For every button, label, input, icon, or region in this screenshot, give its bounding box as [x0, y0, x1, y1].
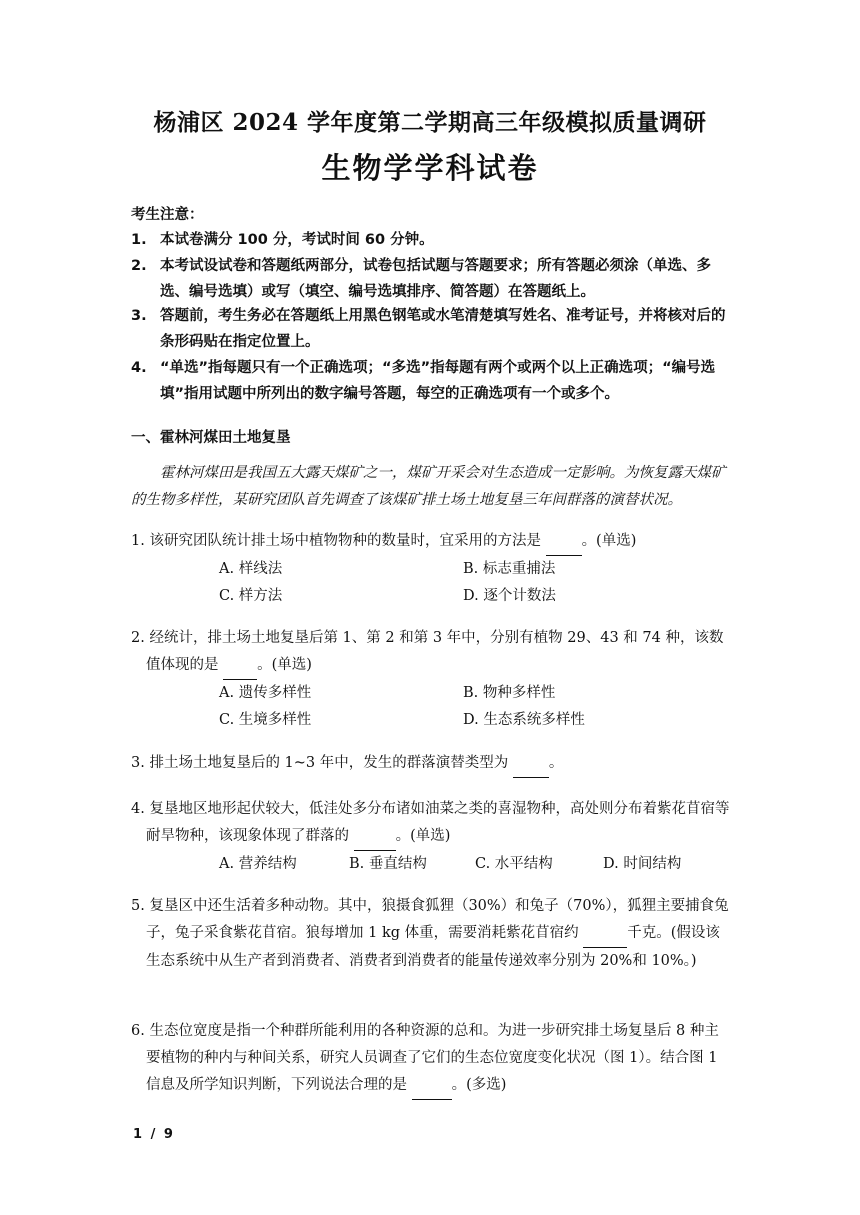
answer-blank[interactable]: [546, 528, 582, 556]
option-a[interactable]: A. 遗传多样性: [219, 685, 312, 701]
answer-blank[interactable]: [354, 823, 396, 851]
stem-text: 5. 复垦区中还生活着多种动物。其中，狼摄食狐狸（30%）和兔子（70%），狐狸主要捕食兔子，兔子采食紫花苜宿。狼每增加 1 kg 体重，需要消耗紫花苜宿约: [131, 898, 729, 941]
notice-number: 1.: [131, 232, 147, 248]
notice-number: 2.: [131, 258, 147, 274]
notice-number: 3.: [131, 308, 147, 324]
notice-text: 本试卷满分 100 分，考试时间 60 分钟。: [160, 232, 434, 248]
option-d[interactable]: D. 逐个计数法: [463, 588, 556, 604]
notice-item: [131, 355, 731, 407]
question-3: [131, 750, 731, 778]
question-6: [131, 1018, 731, 1100]
notice-text: 答题前，考生务必在答题纸上用黑色钢笔或水笔清楚填写姓名、准考证号，并将核对后的条形码贴在指定位置上。: [160, 308, 726, 350]
option-a[interactable]: A. 样线法: [219, 561, 283, 577]
option-b[interactable]: B. 标志重捕法: [463, 561, 556, 577]
section-intro: 霍林河煤田是我国五大露天煤矿之一，煤矿开采会对生态造成一定影响。为恢复露天煤矿的生物多样性，某研究团队首先调查了该煤矿排土场土地复垦三年间群落的演替状况。: [131, 465, 726, 508]
notice-text: 本考试设试卷和答题纸两部分，试卷包括试题与答题要求；所有答题必须涂（单选、多选、编号选填）或写（填空、编号选填排序、简答题）在答题纸上。: [160, 258, 711, 300]
answer-blank[interactable]: [583, 920, 627, 948]
answer-blank[interactable]: [223, 652, 257, 680]
question-4: [131, 796, 731, 878]
notice-number: 4.: [131, 360, 147, 376]
notice-item: [131, 227, 731, 253]
notice-text: “单选”指每题只有一个正确选项；“多选”指每题有两个或两个以上正确选项；“编号选填”指用试题中所列出的数字编号答题，每空的正确选项有一个或多个。: [160, 360, 716, 402]
question-stem: [131, 796, 731, 851]
options-row: [131, 851, 731, 878]
question-stem: [131, 528, 731, 556]
option-d[interactable]: D. 生态系统多样性: [463, 712, 585, 728]
stem-text: 6. 生态位宽度是指一个种群所能利用的各种资源的总和。为进一步研究排土场复垦后 8 种主要植物的种内与种间关系，研究人员调查了它们的生态位宽度变化状况（图 1）。结合图 1 信息及所学知识判断，下列说法合理的是: [131, 1023, 719, 1093]
question-stem: [131, 1018, 731, 1100]
notice-heading: 考生注意：: [131, 207, 204, 223]
options-row: [131, 707, 731, 734]
options-row: [131, 680, 731, 707]
question-stem: [131, 893, 731, 975]
stem-suffix: 。(单选): [257, 657, 312, 673]
question-stem: [131, 625, 731, 680]
stem-text: 4. 复垦地区地形起伏较大，低洼处多分布诸如油菜之类的喜湿物种，高处则分布着紫花苜宿等耐旱物种，该现象体现了群落的: [131, 801, 730, 844]
exam-subtitle: 生物学学科试卷: [321, 151, 539, 185]
notice-item: [131, 253, 731, 305]
stem-suffix: 千克。(假设该生态系统中从生产者到消费者、消费者到消费者的能量传递效率分别为 20%和 10%。): [146, 925, 720, 969]
exam-title: 杨浦区 2024 学年度第二学期高三年级模拟质量调研: [153, 109, 707, 136]
option-c[interactable]: C. 水平结构: [475, 856, 553, 872]
stem-suffix: 。(单选): [581, 533, 637, 549]
stem-text: 2. 经统计，排土场土地复垦后第 1、第 2 和第 3 年中，分别有植物 29、43 和 74 种，该数值体现的是: [131, 630, 724, 673]
stem-suffix: 。: [548, 755, 564, 771]
question-5: [131, 893, 731, 975]
option-c[interactable]: C. 生境多样性: [219, 712, 312, 728]
notice-item: [131, 303, 731, 355]
option-a[interactable]: A. 营养结构: [219, 856, 297, 872]
answer-blank[interactable]: [412, 1072, 452, 1100]
options-row: [131, 583, 731, 610]
answer-blank[interactable]: [513, 750, 549, 778]
option-b[interactable]: B. 垂直结构: [349, 856, 427, 872]
question-1: [131, 528, 731, 610]
option-c[interactable]: C. 样方法: [219, 588, 283, 604]
option-d[interactable]: D. 时间结构: [603, 856, 682, 872]
stem-text: 1. 该研究团队统计排土场中植物物种的数量时，宜采用的方法是: [131, 533, 541, 549]
stem-text: 3. 排土场土地复垦后的 1~3 年中，发生的群落演替类型为: [131, 755, 509, 771]
options-row: [131, 556, 731, 583]
question-2: [131, 625, 731, 734]
stem-suffix: 。(多选): [451, 1077, 507, 1093]
question-stem: [131, 750, 731, 778]
page-number: 1 / 9: [133, 1127, 175, 1142]
option-b[interactable]: B. 物种多样性: [463, 685, 556, 701]
section-title: 一、霍林河煤田土地复垦: [131, 430, 291, 446]
stem-suffix: 。(单选): [395, 828, 451, 844]
